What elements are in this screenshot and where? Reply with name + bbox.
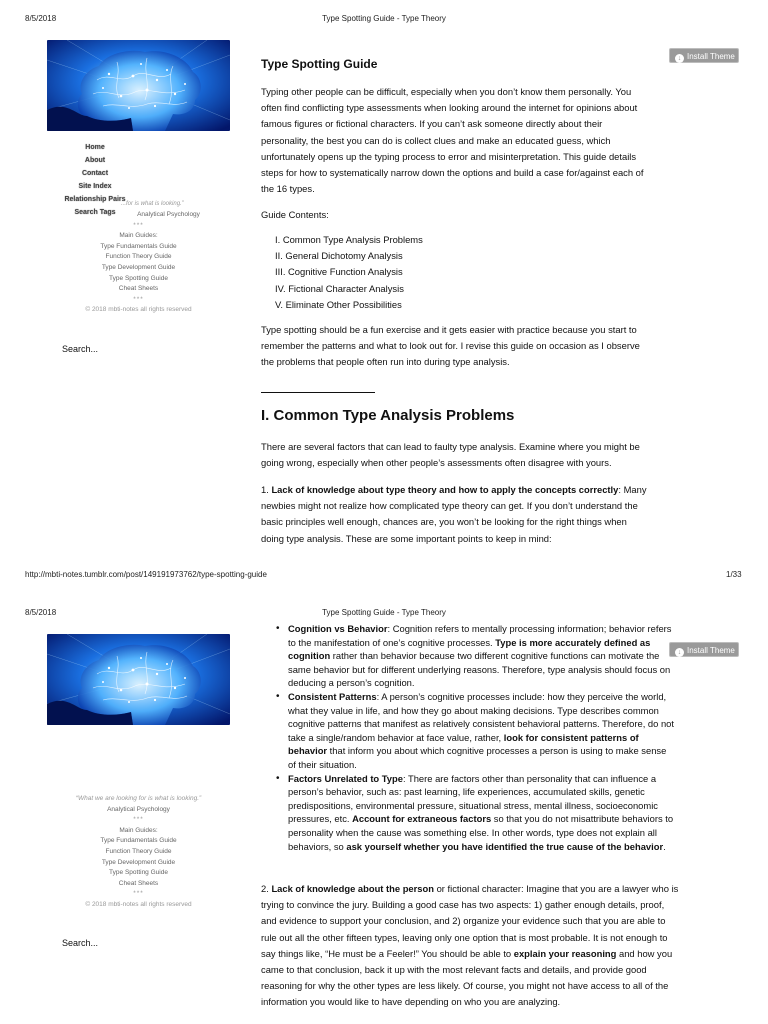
sidebar-guide-link[interactable]: Type Fundamentals Guide: [100, 242, 177, 250]
sidebar-dots: ***: [133, 221, 144, 229]
sidebar-guide-link[interactable]: Cheat Sheets: [118, 879, 159, 887]
bold-text: Cognition vs Behavior: [288, 623, 388, 634]
list-item: [288, 690, 674, 772]
sidebar-guide-link[interactable]: Function Theory Guide: [105, 253, 172, 261]
section-heading: I. Common Type Analysis Problems: [261, 407, 515, 424]
brain-header-image: [47, 634, 230, 725]
section-divider: [261, 392, 375, 393]
bold-text: explain your reasoning: [513, 947, 617, 959]
item-1: 1. Lack of knowledge about type theory and how to apply the concepts correctly: Many newbies might not realize how complicated type theory can get. If you don’t understand the basic principles well enough, chances are, you won’t be looking for the right things when doing type analysis. These are some important points to keep in mind:: [261, 484, 647, 544]
sidebar-quote: “What we are looking for is what is looking.”: [75, 795, 202, 802]
sidebar-guide-link[interactable]: Type Spotting Guide: [109, 274, 168, 282]
print-date: 8/5/2018: [25, 14, 57, 23]
sidebar-attribution: Analytical Psychology: [137, 211, 200, 218]
install-theme-label: Install Theme: [687, 646, 735, 655]
body-text: .: [663, 840, 666, 852]
body-text: 2.: [261, 883, 272, 894]
list-item: [288, 622, 674, 690]
print-date: 8/5/2018: [25, 608, 57, 617]
sidebar-main-guides-label: Main Guides:: [119, 232, 158, 240]
install-theme-button[interactable]: [669, 48, 739, 63]
toc-item[interactable]: III. Cognitive Function Analysis: [275, 266, 403, 278]
nav-relationship-pairs[interactable]: Relationship Pairs: [64, 196, 126, 203]
nav-home[interactable]: Home: [85, 144, 105, 151]
sidebar-copyright: © 2018 mbti-notes all rights reserved: [85, 900, 192, 908]
sidebar-guide-link[interactable]: Type Development Guide: [101, 263, 176, 271]
body-text: : Cognition refers to mentally processing information; behavior refers to the manifestation of one’s cognitive processes.: [288, 623, 672, 648]
sidebar-quote-partial: ...for is what is looking.”: [121, 201, 184, 207]
toc-item[interactable]: V. Eliminate Other Possibilities: [275, 298, 402, 310]
body-text: and how you came to that conclusion, back it up with the most relevant facts and details, and provide good reasoning for why the other types are less likely. Of course, you might not have access to all of the information you would like to have depending on who you are analyzing.: [261, 947, 673, 1008]
bold-text: ask yourself whether you have identified the true cause of the behavior: [346, 840, 664, 852]
toc-item[interactable]: IV. Fictional Character Analysis: [275, 282, 404, 294]
sidebar-guide-link[interactable]: Type Development Guide: [101, 858, 176, 866]
list-item: [288, 772, 674, 854]
body-text: rather than behavior because two different cognitive functions can motivate the same behavior but for different underlying reasons. Therefore, type analysis should focus on deducing a person’s cognition.: [288, 650, 671, 689]
bold-text: Consistent Patterns: [288, 690, 377, 702]
table-of-contents: [275, 232, 423, 313]
brain-header-image: [47, 40, 230, 131]
body-text: : There are factors other than personality that can influence a person’s behavior, such as: past learning, life experiences, accumulated skills, genetic predispositions, environmental pressure, situational stress, mental illness, socioeconomic pressures, etc.: [288, 772, 658, 825]
install-theme-button[interactable]: [669, 642, 739, 657]
search-input[interactable]: Search...: [62, 344, 99, 354]
body-text: : A person’s cognitive processes include: how they perceive the world, what they value in life, and how they go about making decisions. Type describes common cognitive patterns that manifest as relatively consistent behavioral patterns. Therefore, do not take a single/random behavior at face value, rather,: [288, 690, 674, 743]
search-input[interactable]: Search...: [62, 938, 99, 948]
item-2: [261, 881, 681, 1011]
nav-site-index[interactable]: Site Index: [78, 183, 112, 190]
sidebar-info: [47, 794, 230, 911]
sidebar-guide-link[interactable]: Function Theory Guide: [105, 847, 172, 855]
nav-contact[interactable]: Contact: [81, 170, 109, 177]
sidebar-main-guides-label: Main Guides:: [119, 826, 158, 834]
bold-text: Lack of knowledge about the person: [271, 883, 434, 894]
page-title: Type Spotting Guide: [261, 57, 378, 71]
bold-text: Account for extraneous factors: [352, 813, 492, 825]
sidebar-guide-link[interactable]: Cheat Sheets: [118, 285, 159, 293]
body-text: so that you do not misattribute behaviors to personality when the cause was something else. In other words, type does not explain all behaviors, so: [288, 813, 674, 852]
bold-text: look for consistent patterns of behavior: [288, 731, 639, 757]
nav-about[interactable]: About: [84, 157, 106, 164]
print-title: Type Spotting Guide - Type Theory: [322, 608, 446, 617]
bold-text: Type is more accurately defined as cognition: [288, 636, 651, 662]
print-title: Type Spotting Guide - Type Theory: [322, 14, 446, 23]
install-theme-label: Install Theme: [687, 52, 735, 61]
sidebar-copyright: © 2018 mbti-notes all rights reserved: [85, 306, 192, 314]
intro-paragraph: Typing other people can be difficult, especially when you don’t know them personally. You often find conflicting type assessments when looking around the internet for opinions about famous figures or fictional characters. If you can’t ask someone directly about their personality, the best you can do is collect clues and make an educated guess, which unfortunately opens up the typing process to error and misinterpretation. This guide details steps for how to systematically narrow down the options and build a case for/against each of the 16 types.: [261, 86, 644, 195]
fun-paragraph: Type spotting should be a fun exercise and it gets easier with practice because you start to remember the patterns and what to look out for. I revise this guide on occasion as I observe the problems that people often run into during type analysis.: [261, 324, 640, 368]
bold-text: Factors Unrelated to Type: [288, 772, 403, 784]
download-icon: ↓: [675, 648, 684, 657]
toc-item[interactable]: I. Common Type Analysis Problems: [275, 234, 423, 245]
download-icon: ↓: [675, 54, 684, 63]
sidebar-dots: ***: [133, 890, 144, 898]
nav-search-tags[interactable]: Search Tags: [74, 209, 116, 216]
sidebar-guide-link[interactable]: Type Fundamentals Guide: [100, 837, 177, 845]
bullet-list: [288, 622, 674, 853]
sidebar-dots: ***: [133, 295, 144, 303]
sidebar-attribution: Analytical Psychology: [107, 805, 170, 813]
body-text: or fictional character: Imagine that you are a lawyer who is trying to convince the jury. Building a good case has two aspects: 1) gather enough details, proof, and evidence to support your conclusion, and 2) organize your evidence such that you are able to rule out all the other fifteen types, leaving only one option that is most probable. It is not enough to say things like, “He must be a Feeler!” You should be able to: [261, 883, 679, 959]
section-intro: There are several factors that can lead to faulty type analysis. Examine where you might be going wrong, especially when other people’s assessments often disagree with yours.: [261, 441, 640, 469]
contents-label: Guide Contents:: [261, 209, 329, 220]
sidebar-guide-link[interactable]: Type Spotting Guide: [109, 869, 168, 877]
site-nav: [0, 141, 190, 219]
print-url: http://mbti-notes.tumblr.com/post/149191973762/type-spotting-guide: [25, 570, 267, 579]
sidebar-info: [47, 210, 230, 316]
body-text: that inform you about which cognitive processes a person is using to make sense of their situation.: [288, 745, 667, 770]
sidebar-dots: ***: [133, 816, 144, 824]
toc-item[interactable]: II. General Dichotomy Analysis: [275, 250, 403, 262]
print-page-number: 1/33: [726, 570, 742, 579]
